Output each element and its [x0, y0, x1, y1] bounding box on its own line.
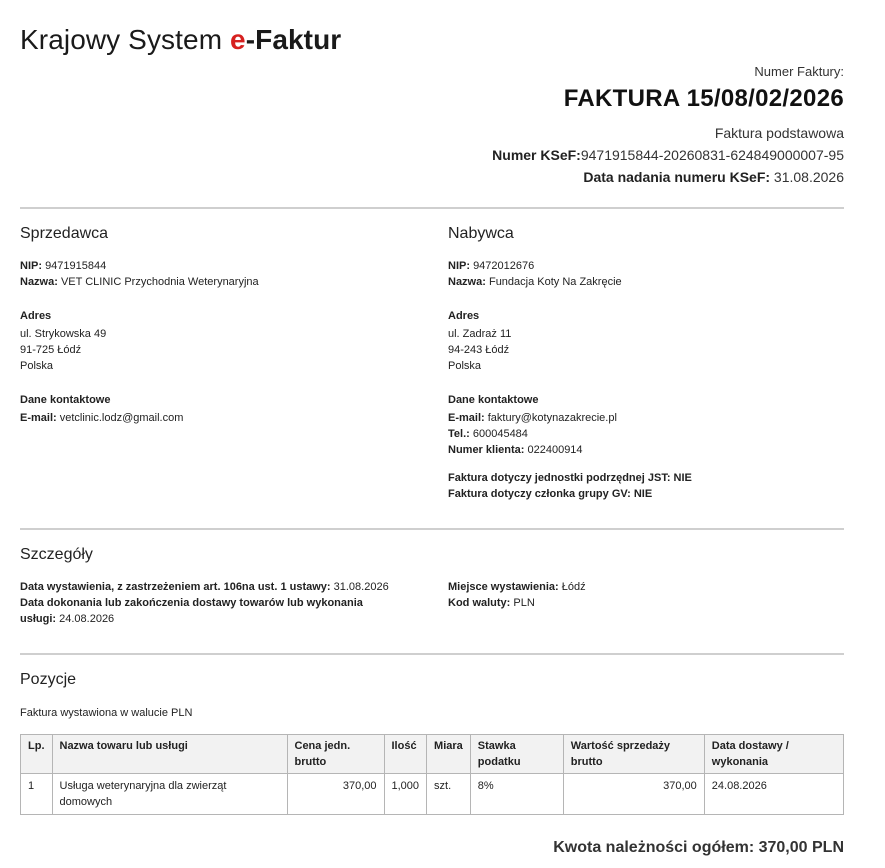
buyer-nip-label: NIP: [448, 260, 470, 272]
total-amount [553, 839, 844, 857]
seller-nip-value: 9471915844 [45, 260, 107, 272]
divider [20, 528, 844, 530]
seller-email [20, 410, 420, 426]
buyer-contact-title: Dane kontaktowe [448, 394, 539, 406]
delivery-date [20, 595, 400, 627]
buyer-gv-text: Faktura dotyczy członka grupy GV: NIE [448, 488, 653, 500]
cell-lp: 1 [21, 774, 53, 815]
divider [20, 653, 844, 655]
seller-nip [20, 258, 420, 274]
cell-unit: szt. [427, 774, 471, 815]
invoice-number-label: Numer Faktury: [754, 64, 844, 79]
cell-name: Usługa weterynaryjna dla zwierząt domowych [52, 774, 287, 815]
ksef-number [492, 147, 844, 163]
brand-suffix: -Faktur [245, 24, 342, 55]
buyer-nip-value: 9472012676 [473, 260, 535, 272]
seller-email-value: vetclinic.lodz@gmail.com [59, 412, 184, 424]
total-label: Kwota należności ogółem: [553, 839, 755, 856]
col-name: Nazwa towaru lub usługi [52, 735, 287, 774]
details-right [448, 579, 828, 611]
invoice-number: FAKTURA 15/08/02/2026 [563, 85, 844, 112]
buyer-gv-line [448, 486, 848, 502]
seller-name [20, 274, 420, 290]
buyer-phone-label: Tel.: [448, 428, 470, 440]
issue-date-label: Data wystawienia, z zastrzeżeniem art. 106na ust. 1 ustawy: [20, 581, 331, 593]
seller-address-line1: ul. Strykowska 49 [20, 328, 107, 340]
issue-place-label: Miejsce wystawienia: [448, 581, 559, 593]
buyer-block [448, 258, 848, 502]
col-unit-price: Cena jedn. brutto [287, 735, 384, 774]
table-header-row [21, 735, 844, 774]
delivery-date-label: Data dokonania lub zakończenia dostawy towarów lub wykonania usługi: [20, 597, 363, 625]
invoice-header [492, 64, 844, 191]
cell-unit-price: 370,00 [287, 774, 384, 815]
seller-name-value: VET CLINIC Przychodnia Weterynaryjna [60, 276, 259, 288]
buyer-jst-text: Faktura dotyczy jednostki podrzędnej JST: NIE [448, 472, 692, 484]
col-tax-rate: Stawka podatku [470, 735, 563, 774]
col-quantity: Ilość [384, 735, 427, 774]
brand-e: e [230, 24, 246, 55]
ksef-number-label: Numer KSeF: [492, 147, 581, 163]
issue-place [448, 579, 828, 595]
seller-block [20, 258, 420, 426]
buyer-name-label: Nazwa: [448, 276, 486, 288]
seller-address-line2: 91-725 Łódź [20, 344, 82, 356]
buyer-address-line1: ul. Zadraż 11 [448, 328, 512, 340]
buyer-phone-value: 600045484 [472, 428, 528, 440]
buyer-address-title: Adres [448, 310, 480, 322]
buyer-email-label: E-mail: [448, 412, 485, 424]
seller-name-label: Nazwa: [20, 276, 58, 288]
details-title: Szczegóły [20, 546, 93, 563]
buyer-nip [448, 258, 848, 274]
buyer-title: Nabywca [448, 225, 514, 242]
positions-title: Pozycje [20, 671, 77, 688]
buyer-client-number-value: 022400914 [527, 444, 583, 456]
seller-contact-title: Dane kontaktowe [20, 394, 111, 406]
currency-code [448, 595, 828, 611]
cell-quantity: 1,000 [384, 774, 427, 815]
buyer-name [448, 274, 848, 290]
ksef-date-label: Data nadania numeru KSeF: [583, 169, 771, 185]
seller-address-line3: Polska [20, 360, 54, 372]
col-lp: Lp. [21, 735, 53, 774]
invoice-type: Faktura podstawowa [714, 125, 844, 141]
col-unit: Miara [427, 735, 471, 774]
table-row [21, 774, 844, 815]
seller-email-label: E-mail: [20, 412, 57, 424]
buyer-client-number [448, 442, 848, 458]
positions-currency-note: Faktura wystawiona w walucie PLN [20, 707, 193, 719]
cell-gross-value: 370,00 [563, 774, 704, 815]
issue-place-value: Łódź [561, 581, 586, 593]
buyer-address-line2: 94-243 Łódź [448, 344, 510, 356]
seller-address-title: Adres [20, 310, 52, 322]
col-delivery-date: Data dostawy / wykonania [704, 735, 843, 774]
seller-nip-label: NIP: [20, 260, 42, 272]
brand-prefix: Krajowy System [20, 24, 230, 55]
total-value: 370,00 PLN [758, 839, 844, 856]
currency-code-label: Kod waluty: [448, 597, 511, 609]
details-left [20, 579, 400, 627]
delivery-date-value: 24.08.2026 [59, 613, 115, 625]
issue-date-value: 31.08.2026 [333, 581, 389, 593]
cell-delivery-date: 24.08.2026 [704, 774, 843, 815]
buyer-phone [448, 426, 848, 442]
cell-tax-rate: 8% [470, 774, 563, 815]
ksef-date-value: 31.08.2026 [773, 169, 844, 185]
buyer-client-number-label: Numer klienta: [448, 444, 525, 456]
currency-code-value: PLN [513, 597, 535, 609]
buyer-email-value: faktury@kotynazakrecie.pl [487, 412, 617, 424]
buyer-address-line3: Polska [448, 360, 482, 372]
col-gross-value: Wartość sprzedaży brutto [563, 735, 704, 774]
buyer-name-value: Fundacja Koty Na Zakręcie [488, 276, 622, 288]
positions-table [20, 734, 844, 815]
issue-date [20, 579, 400, 595]
divider [20, 207, 844, 209]
buyer-jst-line [448, 470, 848, 486]
seller-title: Sprzedawca [20, 225, 109, 242]
buyer-email [448, 410, 848, 426]
ksef-date [492, 169, 844, 185]
ksef-number-value: 9471915844-20260831-624849000007-95 [580, 147, 844, 163]
brand-logo [20, 24, 341, 56]
